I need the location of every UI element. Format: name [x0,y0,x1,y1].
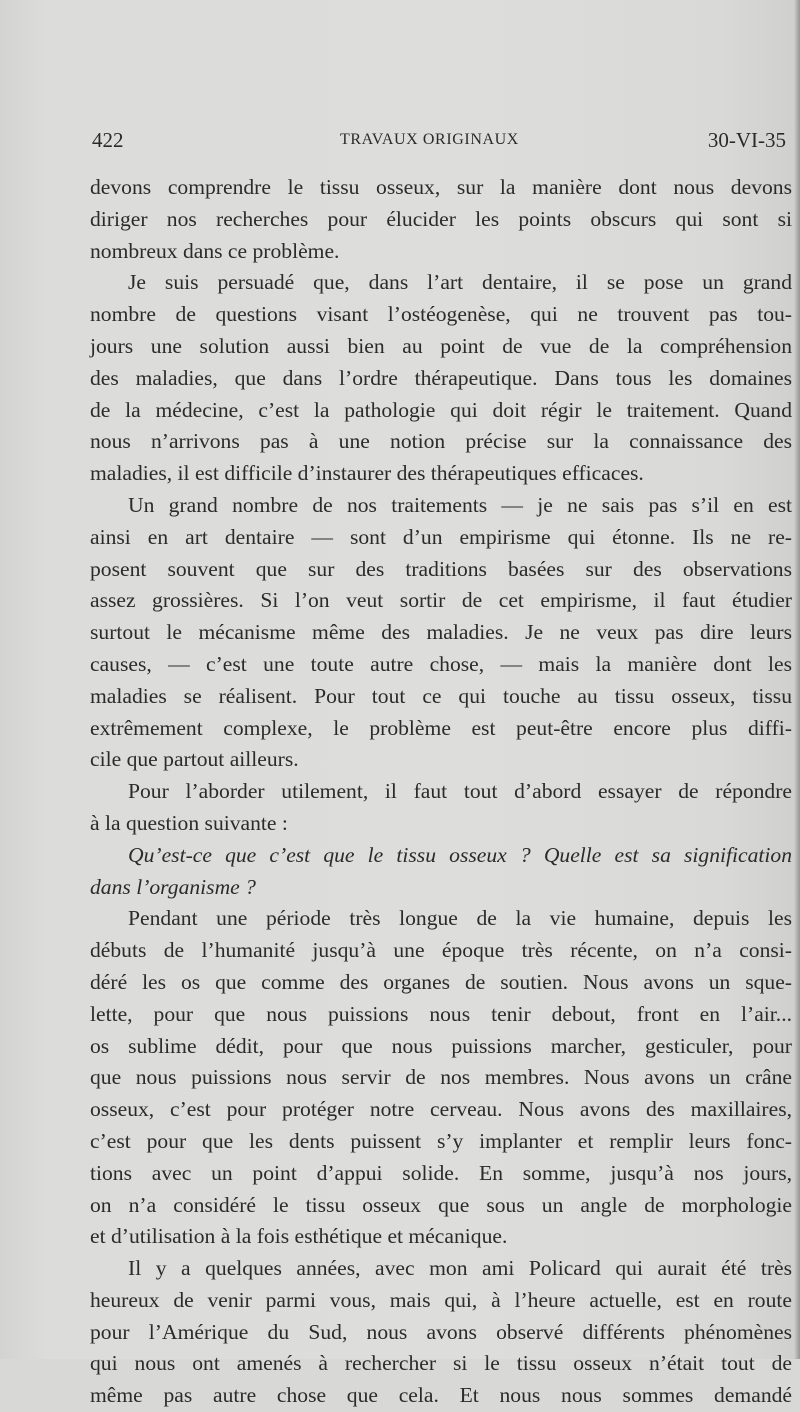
text-line: osseux, c’est pour protéger notre cerveau. Nous avons des maxillaires, [90,1097,792,1122]
issue-date: 30-VI-35 [707,128,786,152]
text-line: nombreux dans ce problème. [90,238,340,263]
text-line: c’est pour que les dents puissent s’y implanter et remplir leurs fonc- [90,1128,792,1153]
body-text [90,172,792,1412]
text-line: Je suis persuadé que, dans l’art dentaire, il se pose un grand [128,270,792,295]
text-line: des maladies, que dans l’ordre thérapeutique. Dans tous les domaines [90,365,792,390]
running-title: TRAVAUX ORIGINAUX [340,131,519,148]
running-header [92,128,792,158]
page-edge-shadow [794,0,800,1359]
text-line: cile que partout ailleurs. [90,747,299,772]
text-line: Pour l’aborder utilement, il faut tout d’abord essayer de répondre [128,779,792,804]
text-line: Qu’est-ce que c’est que le tissu osseux ? Quelle est sa signification [128,842,792,867]
text-line: on n’a considéré le tissu osseux que sous un angle de morphologie [90,1192,792,1217]
text-line: qui nous ont amenés à rechercher si le tissu osseux n’était tout de [90,1351,792,1376]
text-line: et d’utilisation à la fois esthétique et mécanique. [90,1224,508,1249]
text-line: Il y a quelques années, avec mon ami Policard qui aurait été très [128,1256,792,1281]
text-line: maladies, il est difficile d’instaurer des thérapeutiques efficaces. [90,461,644,486]
text-line: assez grossières. Si l’on veut sortir de cet empirisme, il faut étudier [90,588,792,613]
text-line: ainsi en art dentaire — sont d’un empirisme qui étonne. Ils ne re- [90,524,792,549]
text-line: extrêmement complexe, le problème est peut-être encore plus diffi- [90,715,792,740]
text-line: que nous puissions nous servir de nos membres. Nous avons un crâne [90,1065,792,1090]
text-line: posent souvent que sur des traditions basées sur des observations [90,556,792,581]
text-line: à la question suivante : [90,810,288,835]
text-line: même pas autre chose que cela. Et nous nous sommes demandé [90,1383,792,1408]
text-line: os sublime dédit, pour que nous puissions marcher, gesticuler, pour [90,1033,792,1058]
text-line: causes, — c’est une toute autre chose, — mais la manière dont les [90,651,792,676]
text-line: nombre de questions visant l’ostéogenèse, qui ne trouvent pas tou- [90,302,792,327]
text-line: nous n’arrivons pas à une notion précise sur la connaissance des [90,429,792,454]
text-line: dans l’organisme ? [90,874,256,899]
text-line: maladies se réalisent. Pour tout ce qui touche au tissu osseux, tissu [90,683,792,708]
page-number: 422 [92,128,124,152]
text-line: de la médecine, c’est la pathologie qui doit régir le traitement. Quand [90,397,792,422]
text-line: surtout le mécanisme même des maladies. Je ne veux pas dire leurs [90,620,792,645]
text-line: lette, pour que nous puissions nous tenir debout, front en l’air... [90,1001,792,1026]
text-line: diriger nos recherches pour élucider les points obscurs qui sont si [90,206,792,231]
text-line: Pendant une période très longue de la vie humaine, depuis les [128,906,792,931]
text-line: jours une solution aussi bien au point de vue de la compréhension [90,333,792,358]
text-line: devons comprendre le tissu osseux, sur la manière dont nous devons [90,175,792,199]
text-line: Un grand nombre de nos traitements — je ne sais pas s’il en est [128,492,792,517]
text-line: tions avec un point d’appui solide. En somme, jusqu’à nos jours, [90,1160,792,1185]
text-line: débuts de l’humanité jusqu’à une époque très récente, on n’a consi- [90,938,792,963]
text-line: pour l’Amérique du Sud, nous avons observé différents phénomènes [90,1319,792,1344]
text-line: heureux de venir parmi vous, mais qui, à l’heure actuelle, est en route [90,1287,792,1312]
text-line: déré les os que comme des organes de soutien. Nous avons un sque- [90,969,792,994]
